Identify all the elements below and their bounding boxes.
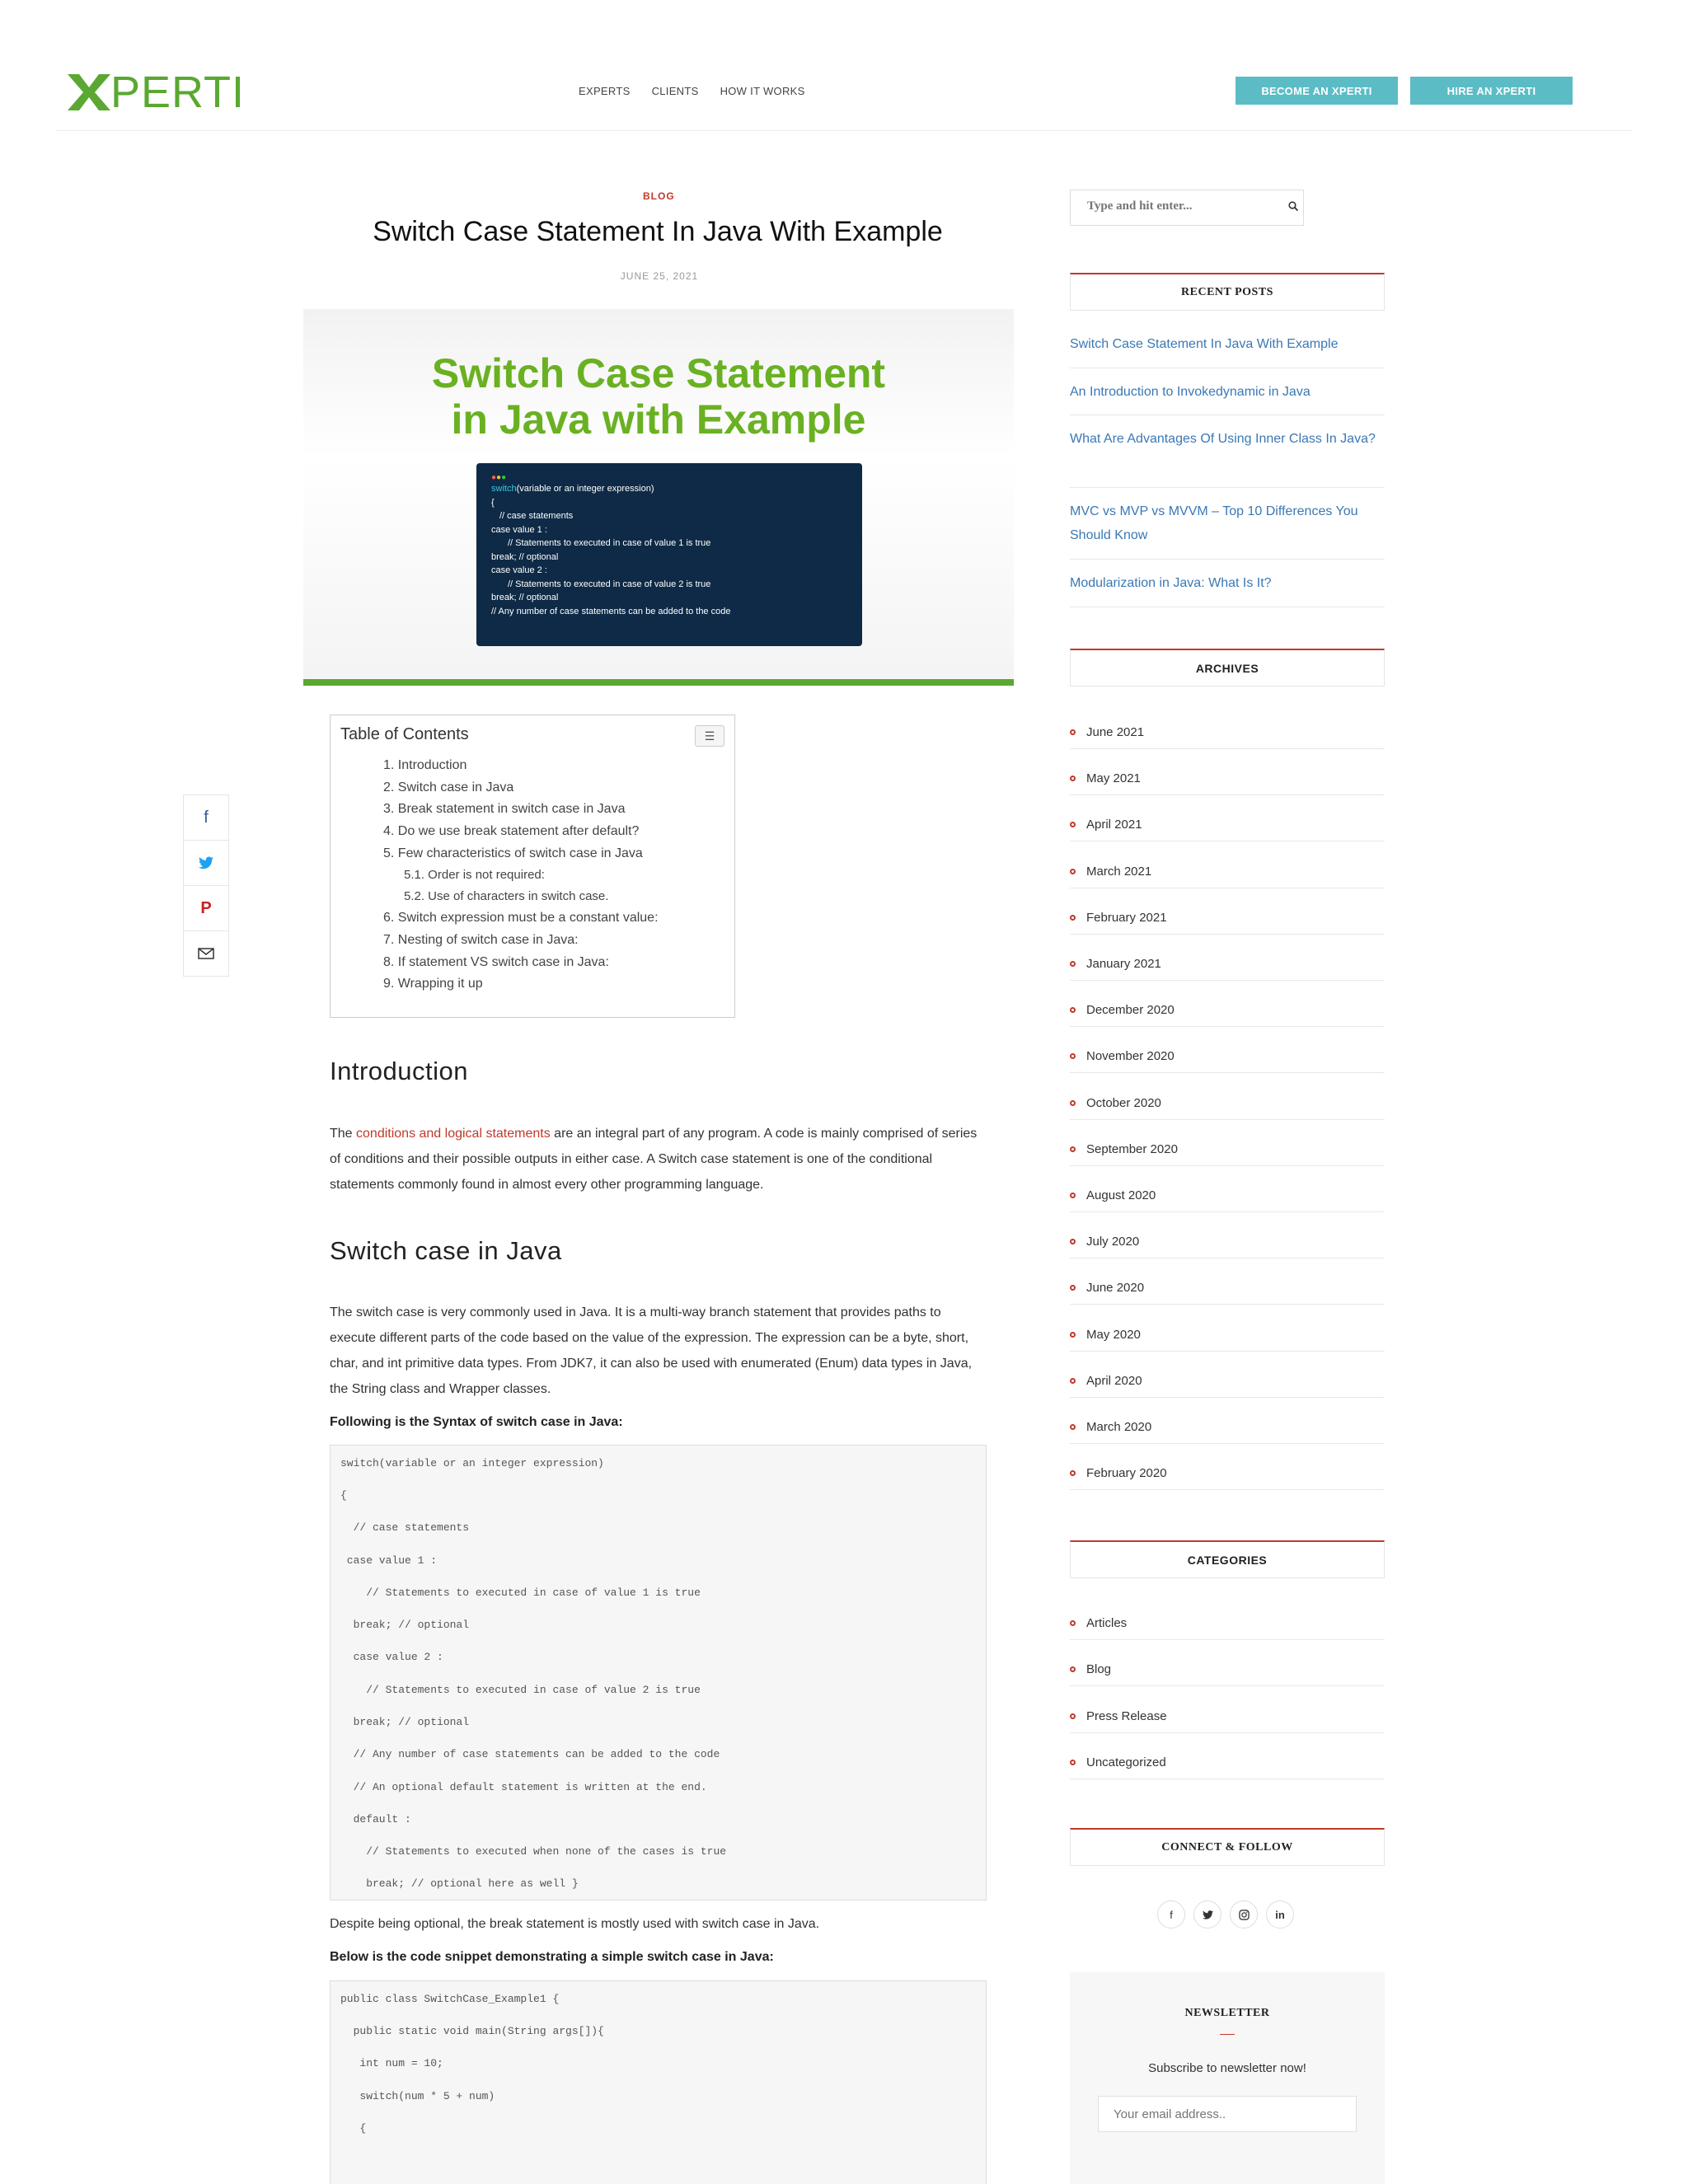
- divider: [1070, 1304, 1385, 1305]
- archive-item[interactable]: [1070, 1142, 1178, 1156]
- code-line: // Statements to executed when none of the cases is true: [340, 1845, 727, 1858]
- featured-code-panel: [476, 463, 862, 646]
- after-code-paragraph: Despite being optional, the break statement is mostly used with switch case in Java.: [330, 1917, 820, 1931]
- divider: [1070, 1119, 1385, 1120]
- divider: [1070, 1397, 1385, 1398]
- divider: [1070, 794, 1385, 795]
- category-item[interactable]: [1070, 1755, 1166, 1769]
- divider: [1070, 1165, 1385, 1166]
- nav-experts[interactable]: EXPERTS: [579, 85, 631, 97]
- post-category[interactable]: BLOG: [643, 190, 675, 202]
- bullet-icon: [1070, 1424, 1076, 1430]
- code-line: {: [340, 1489, 347, 1502]
- toc-item[interactable]: 7. Nesting of switch case in Java:: [383, 933, 579, 947]
- divider: [1070, 1026, 1385, 1027]
- code-line: // Any number of case statements can be added to the code: [340, 1748, 720, 1760]
- bullet-icon: [1070, 1007, 1076, 1013]
- featured-code-line: // Statements to executed in case of value 2 is true: [508, 579, 711, 589]
- nav-how-it-works[interactable]: HOW IT WORKS: [720, 85, 805, 97]
- toc-item[interactable]: 2. Switch case in Java: [383, 780, 514, 794]
- featured-title-line-1: Switch Case Statement: [431, 350, 886, 396]
- featured-code-line: // Statements to executed in case of value 1 is true: [508, 538, 711, 548]
- site-logo[interactable]: [68, 68, 245, 117]
- archive-item[interactable]: [1070, 1235, 1139, 1249]
- divider: [1070, 1351, 1385, 1352]
- code-line: // An optional default statement is written at the end.: [340, 1781, 707, 1793]
- bullet-icon: [1070, 1713, 1076, 1719]
- category-item[interactable]: [1070, 1709, 1167, 1723]
- archive-label: April 2021: [1086, 818, 1142, 832]
- archive-label: May 2021: [1086, 771, 1141, 786]
- category-item[interactable]: [1070, 1616, 1127, 1630]
- archive-label: June 2021: [1086, 725, 1145, 739]
- featured-image: [303, 309, 1014, 686]
- archive-item[interactable]: [1070, 957, 1161, 971]
- bullet-icon: [1070, 1285, 1076, 1291]
- post-date: JUNE 25, 2021: [620, 270, 699, 282]
- logo-text: PERTI: [110, 68, 246, 117]
- code-line: {: [340, 2122, 367, 2135]
- site-header: [56, 0, 1632, 131]
- window-dots-icon: ●●●: [491, 473, 507, 482]
- categories-title: CATEGORIES: [1070, 1540, 1385, 1578]
- code-line: public class SwitchCase_Example1 {: [340, 1993, 560, 2005]
- bullet-icon: [1070, 1620, 1076, 1626]
- toc-item[interactable]: 4. Do we use break statement after default?: [383, 824, 640, 838]
- featured-code-line: {: [491, 497, 495, 508]
- category-label: Articles: [1086, 1616, 1128, 1630]
- heading-switch-case: Switch case in Java: [330, 1236, 562, 1265]
- divider: [1070, 934, 1385, 935]
- switch-paragraph: The switch case is very commonly used in Java. It is a multi-way branch statement that provides paths to execute different parts of the code based on the value of the expression. The expression can be a byte, short, char, and int primitive data types. From JDK7, it can also be used with enumerated (Enum) data types in Java, the String class and Wrapper classes.: [330, 1305, 973, 1396]
- divider: [1070, 487, 1385, 488]
- intro-paragraph: [330, 1121, 989, 1197]
- divider: [1070, 980, 1385, 981]
- conditions-link[interactable]: conditions and logical statements: [356, 1127, 551, 1141]
- facebook-icon[interactable]: f: [1157, 1900, 1185, 1929]
- code-line: // Statements to executed in case of value 1 is true: [340, 1586, 701, 1599]
- code-line: case value 1 :: [340, 1554, 438, 1567]
- twitter-icon[interactable]: [183, 840, 229, 886]
- archives-title: ARCHIVES: [1070, 649, 1385, 687]
- newsletter-subtitle: Subscribe to newsletter now!: [1148, 2061, 1306, 2075]
- archive-label: September 2020: [1086, 1141, 1178, 1156]
- instagram-icon[interactable]: [1230, 1900, 1258, 1929]
- recent-post-link[interactable]: MVC vs MVP vs MVVM – Top 10 Differences You Should Know: [1070, 504, 1358, 542]
- twitter-icon[interactable]: [1193, 1900, 1221, 1929]
- intro-text-rest: are an integral part of any program. A code is mainly comprised of series of conditions and their possible outputs in either case. A Switch case statement is one of the conditional statements commonly found in almost every other programming language.: [330, 1127, 978, 1192]
- code-line: break; // optional here as well }: [340, 1877, 579, 1890]
- syntax-label: Following is the Syntax of switch case in Java:: [330, 1415, 623, 1429]
- newsletter-widget: [1070, 1972, 1385, 2184]
- bullet-icon: [1070, 1100, 1076, 1106]
- divider: [1070, 1732, 1385, 1733]
- archive-label: June 2020: [1086, 1281, 1145, 1296]
- bullet-icon: [1070, 776, 1076, 781]
- divider: [1070, 748, 1385, 749]
- featured-title-line-2: in Java with Example: [451, 396, 866, 443]
- pinterest-icon[interactable]: P: [183, 885, 229, 931]
- featured-code-line: // case statements: [499, 511, 574, 521]
- search-icon[interactable]: [1288, 201, 1298, 211]
- table-of-contents: [330, 715, 735, 1018]
- toc-item[interactable]: 6. Switch expression must be a constant value:: [383, 911, 659, 925]
- category-label: Blog: [1086, 1662, 1112, 1677]
- archive-item[interactable]: [1070, 725, 1144, 739]
- code-line: case value 2 :: [340, 1651, 443, 1663]
- archive-item[interactable]: [1070, 1096, 1161, 1110]
- bullet-icon: [1070, 1760, 1076, 1765]
- archive-label: May 2020: [1086, 1327, 1141, 1342]
- archive-label: August 2020: [1086, 1188, 1156, 1202]
- linkedin-icon[interactable]: in: [1266, 1900, 1294, 1929]
- archive-item[interactable]: [1070, 1374, 1142, 1388]
- social-share-bar: [183, 795, 229, 977]
- connect-follow-title: CONNECT & FOLLOW: [1070, 1828, 1385, 1866]
- mail-icon[interactable]: [183, 930, 229, 977]
- bullet-icon: [1070, 1053, 1076, 1059]
- recent-post-link[interactable]: Switch Case Statement In Java With Example: [1070, 337, 1339, 351]
- category-item[interactable]: [1070, 1662, 1111, 1676]
- archive-item[interactable]: [1070, 1466, 1167, 1480]
- archive-item[interactable]: [1070, 818, 1142, 832]
- archive-item[interactable]: [1070, 1188, 1156, 1202]
- category-label: Press Release: [1086, 1708, 1167, 1723]
- toc-item[interactable]: 9. Wrapping it up: [383, 977, 483, 991]
- intro-text-pre: The: [330, 1127, 357, 1141]
- featured-code-line: case value 1 :: [491, 524, 547, 535]
- bullet-icon: [1070, 869, 1076, 874]
- featured-code-line: case value 2 :: [491, 565, 547, 575]
- archive-label: February 2021: [1086, 910, 1167, 925]
- divider: [1070, 1072, 1385, 1073]
- code-line: public static void main(String args[]){: [340, 2025, 604, 2037]
- post-title: Switch Case Statement In Java With Example: [373, 216, 943, 247]
- divider: [1070, 1443, 1385, 1444]
- archive-label: December 2020: [1086, 1003, 1175, 1018]
- main-nav: [579, 85, 805, 97]
- list-icon: ☰: [704, 729, 715, 743]
- archive-label: February 2020: [1086, 1466, 1167, 1481]
- heading-introduction: Introduction: [330, 1057, 468, 1085]
- bullet-icon: [1070, 1470, 1076, 1476]
- archive-item[interactable]: [1070, 1049, 1175, 1063]
- bullet-icon: [1070, 1239, 1076, 1244]
- archive-label: November 2020: [1086, 1049, 1175, 1064]
- toc-item[interactable]: 1. Introduction: [383, 758, 467, 772]
- featured-image-title: [303, 350, 1014, 443]
- recent-post-link[interactable]: An Introduction to Invokedynamic in Java: [1070, 385, 1311, 399]
- facebook-icon[interactable]: f: [183, 794, 229, 841]
- code-block-syntax: [330, 1445, 987, 1900]
- toc-item[interactable]: 3. Break statement in switch case in Java: [383, 802, 626, 816]
- featured-code-line: break; // optional: [491, 551, 559, 562]
- become-xperti-button[interactable]: BECOME AN XPERTI: [1236, 77, 1398, 105]
- category-label: Uncategorized: [1086, 1755, 1166, 1769]
- toc-item[interactable]: 8. If statement VS switch case in Java:: [383, 955, 609, 969]
- archive-item[interactable]: [1070, 865, 1151, 879]
- archive-label: March 2020: [1086, 1420, 1152, 1434]
- bullet-icon: [1070, 961, 1076, 967]
- divider: [1070, 1685, 1385, 1686]
- recent-post-link[interactable]: Modularization in Java: What Is It?: [1070, 576, 1272, 590]
- code-line: switch(num * 5 + num): [340, 2090, 495, 2102]
- code-line: // Statements to executed in case of value 2 is true: [340, 1684, 701, 1696]
- bullet-icon: [1070, 915, 1076, 921]
- bullet-icon: [1070, 1193, 1076, 1198]
- featured-code-line: break; // optional: [491, 593, 559, 602]
- bullet-icon: [1070, 1378, 1076, 1384]
- featured-code-line: // Any number of case statements can be added to the code: [491, 606, 731, 616]
- archive-label: October 2020: [1086, 1095, 1161, 1110]
- archive-label: March 2021: [1086, 864, 1152, 879]
- bullet-icon: [1070, 1332, 1076, 1338]
- newsletter-email-input[interactable]: [1098, 2096, 1357, 2132]
- toc-title: Table of Contents: [340, 725, 469, 743]
- bullet-icon: [1070, 729, 1076, 735]
- archive-label: January 2021: [1086, 957, 1161, 971]
- search-box: [1070, 190, 1304, 226]
- snippet-label: Below is the code snippet demonstrating a simple switch case in Java:: [330, 1950, 774, 1964]
- recent-posts-title: RECENT POSTS: [1070, 273, 1385, 311]
- nav-clients[interactable]: CLIENTS: [651, 85, 699, 97]
- divider: [1070, 1489, 1385, 1490]
- code-line: int num = 10;: [340, 2057, 443, 2069]
- code-line: break; // optional: [340, 1619, 470, 1631]
- code-block-example: [330, 1980, 987, 2184]
- featured-code-line: switch(variable or an integer expression): [491, 484, 654, 494]
- archive-item[interactable]: [1070, 1420, 1151, 1434]
- recent-post-link[interactable]: What Are Advantages Of Using Inner Class In Java?: [1070, 432, 1376, 446]
- code-line: default :: [340, 1813, 411, 1825]
- newsletter-title: NEWSLETTER: [1184, 2007, 1270, 2019]
- search-input[interactable]: [1085, 199, 1270, 214]
- code-line: break; // optional: [340, 1716, 470, 1728]
- toc-item[interactable]: 5.1. Order is not required:: [404, 868, 545, 882]
- archive-item[interactable]: [1070, 1328, 1141, 1342]
- newsletter-divider: [1220, 2034, 1235, 2035]
- divider: [1070, 559, 1385, 560]
- code-line: // case statements: [340, 1521, 470, 1534]
- toc-item[interactable]: 5. Few characteristics of switch case in Java: [383, 846, 643, 860]
- archive-item[interactable]: [1070, 1003, 1175, 1017]
- bullet-icon: [1070, 1666, 1076, 1672]
- divider: [1070, 1639, 1385, 1640]
- code-line: switch(variable or an integer expression): [340, 1457, 604, 1469]
- archive-label: April 2020: [1086, 1373, 1142, 1388]
- bullet-icon: [1070, 822, 1076, 827]
- hire-xperti-button[interactable]: HIRE AN XPERTI: [1410, 77, 1573, 105]
- archive-item[interactable]: [1070, 911, 1167, 925]
- archive-label: July 2020: [1086, 1235, 1140, 1249]
- toc-item[interactable]: 5.2. Use of characters in switch case.: [404, 889, 609, 903]
- bullet-icon: [1070, 1146, 1076, 1152]
- toc-toggle-button[interactable]: [695, 725, 724, 747]
- archive-item[interactable]: [1070, 1281, 1144, 1295]
- logo-x-icon: [68, 74, 110, 110]
- archive-item[interactable]: [1070, 771, 1141, 785]
